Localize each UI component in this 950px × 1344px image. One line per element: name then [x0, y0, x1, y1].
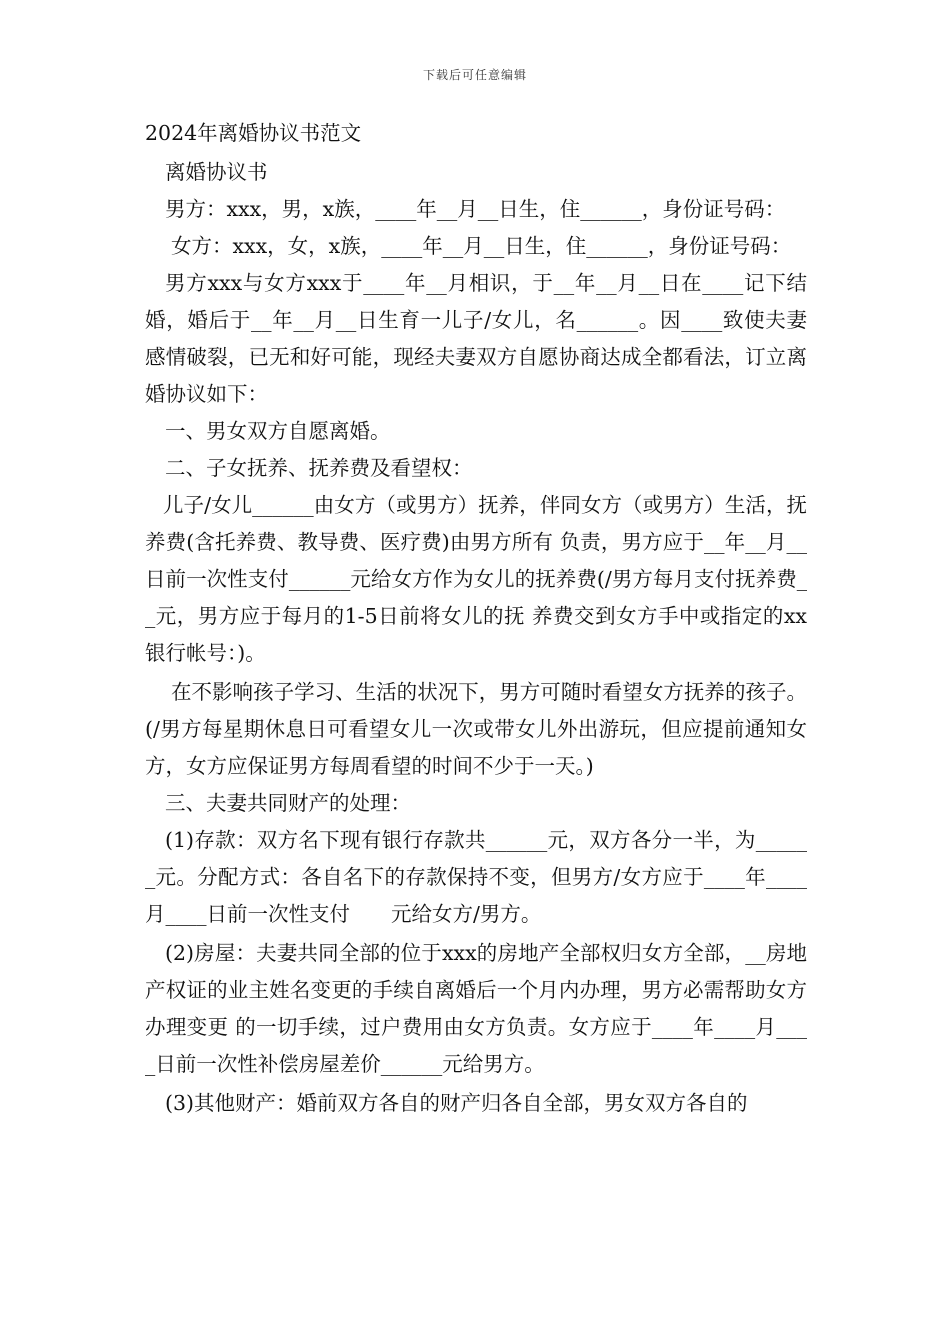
clause-3-other-property: (3)其他财产：婚前双方各自的财产归各自全部，男女双方各自的 — [165, 1091, 748, 1115]
clause-2-heading: 二、子女抚养、抚养费及看望权： — [165, 456, 473, 480]
page-header-note: 下载后可任意编辑 — [422, 68, 527, 82]
paragraph-male-party: 男方：xxx，男，x族，____年__月__日生，住______，身份证号码： — [165, 197, 786, 221]
paragraph-female-party: 女方：xxx，女，x族，____年__月__日生，住______，身份证号码： — [171, 234, 792, 258]
clause-2-visitation: 在不影响孩子学习、生活的状况下，男方可随时看望女方抚养的孩子。(/男方每星期休息日可看望女儿一次或带女儿外出游玩，但应提前通知女方，女方应保证男方每周看望的时间不少于一天。) — [145, 680, 807, 778]
clause-1-divorce: 一、男女双方自愿离婚。 — [165, 419, 391, 443]
document-title: 2024年离婚协议书范文 — [145, 121, 362, 145]
paragraph-background: 男方xxx与女方xxx于____年__月相识，于__年__月__日在____记下结婚，婚后于__年__月__日生育一儿子/女儿，名______。因____致使夫妻感情破裂，已无和好可能，现经夫妻双方自愿协商达成全都看法，订立离婚协议如下： — [145, 271, 807, 406]
clause-2-custody: 儿子/女儿______由女方（或男方）抚养，伴同女方（或男方）生活，抚养费(含托养费、教导费、医疗费)由男方所有 负责，男方应于__年__月__日前一次性支付______元给女方作为女儿的抚养费(/男方每月支付抚养费__元，男方应于每月的1-5日前将女儿的抚 养费交到女方手中或指定的xx银行帐号：)。 — [145, 493, 807, 665]
document-body — [145, 115, 807, 1122]
clause-3-heading: 三、夫妻共同财产的处理： — [165, 791, 411, 815]
clause-3-house: (2)房屋：夫妻共同全部的位于xxx的房地产全部权归女方全部，__房地产权证的业主姓名变更的手续自离婚后一个月内办理，男方必需帮助女方办理变更 的一切手续，过户费用由女方负责。女方应于____年____月____日前一次性补偿房屋差价______元给男方。 — [145, 941, 807, 1076]
clause-3-deposits: (1)存款：双方名下现有银行存款共______元，双方各分一半，为______元。分配方式：各自名下的存款保持不变，但男方/女方应于____年____月____日前一次性支付 元给女方/男方。 — [145, 828, 807, 926]
document-subtitle: 离婚协议书 — [165, 160, 268, 184]
